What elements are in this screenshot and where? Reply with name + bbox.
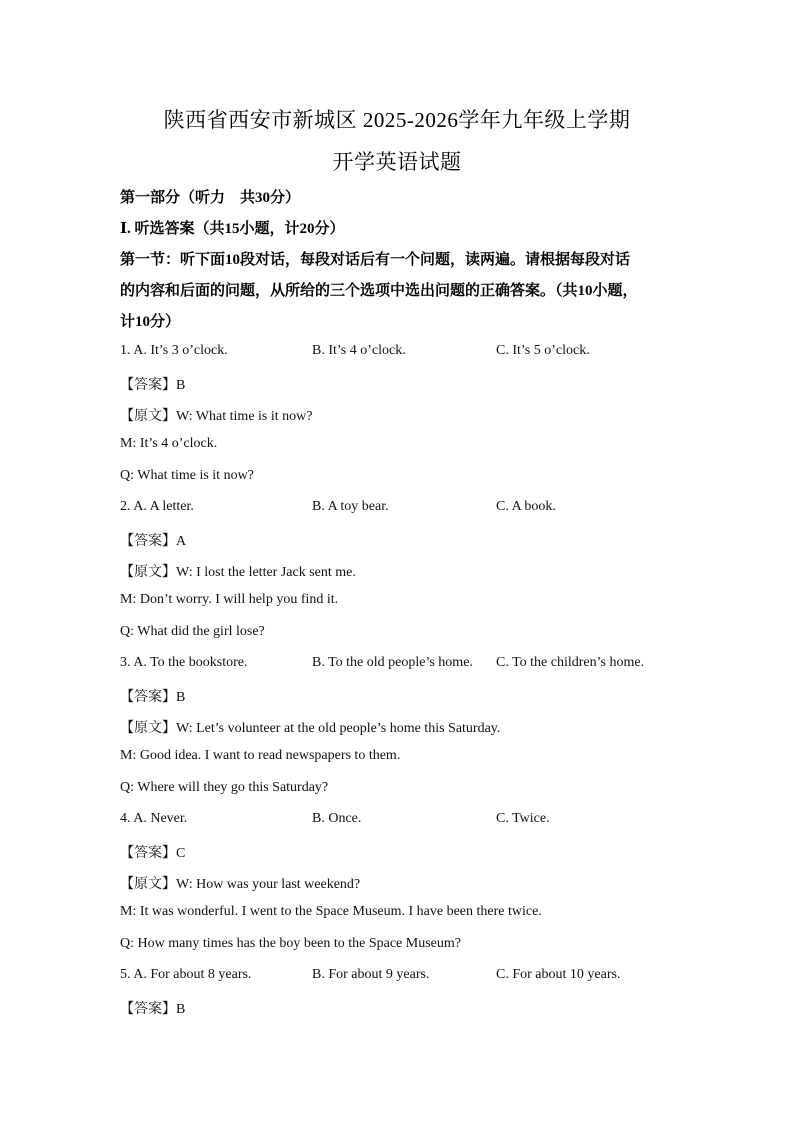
- document-title-line-2: 开学英语试题: [332, 150, 462, 174]
- option-a: 2. A. A letter.: [120, 499, 194, 514]
- option-b: B. To the old people’s home.: [312, 655, 473, 670]
- transcript-line: M: It was wonderful. I went to the Space Museum. I have been there twice.: [120, 904, 542, 919]
- option-b: B. A toy bear.: [312, 499, 389, 514]
- option-a: 1. A. It’s 3 o’clock.: [120, 343, 228, 358]
- answer-line: 【答案】A: [120, 534, 187, 549]
- transcript-line: M: Don’t worry. I will help you find it.: [120, 592, 339, 607]
- option-c: C. For about 10 years.: [496, 967, 621, 982]
- option-c: C. To the children’s home.: [496, 655, 645, 670]
- answer-line: 【答案】B: [120, 1002, 186, 1017]
- transcript-line: Q: What time is it now?: [120, 468, 254, 483]
- instruction-line-3: 计10分）: [120, 314, 181, 330]
- transcript-line: M: It’s 4 o’clock.: [120, 436, 218, 451]
- instruction-line-1: 第一节：听下面10段对话，每段对话后有一个问题，读两遍。请根据每段对话: [120, 252, 631, 268]
- instruction-line-2: 的内容和后面的问题，从所给的三个选项中选出问题的正确答案。（共10小题，: [120, 283, 638, 299]
- option-a: 5. A. For about 8 years.: [120, 967, 252, 982]
- option-c: C. A book.: [496, 499, 556, 514]
- transcript-line: 【原文】W: What time is it now?: [120, 409, 313, 424]
- option-a: 4. A. Never.: [120, 811, 188, 826]
- transcript-line: Q: What did the girl lose?: [120, 624, 265, 639]
- answer-line: 【答案】B: [120, 690, 186, 705]
- transcript-line: 【原文】W: I lost the letter Jack sent me.: [120, 565, 356, 580]
- option-c: C. It’s 5 o’clock.: [496, 343, 590, 358]
- section-heading: Ⅰ. 听选答案（共15小题，计20分）: [120, 221, 345, 237]
- transcript-line: Q: Where will they go this Saturday?: [120, 780, 329, 795]
- transcript-line: M: Good idea. I want to read newspapers to them.: [120, 748, 401, 763]
- option-c: C. Twice.: [496, 811, 550, 826]
- option-a: 3. A. To the bookstore.: [120, 655, 248, 670]
- document-title-line-1: 陕西省西安市新城区 2025-2026学年九年级上学期: [163, 108, 631, 132]
- option-b: B. For about 9 years.: [312, 967, 430, 982]
- transcript-line: 【原文】W: How was your last weekend?: [120, 877, 361, 892]
- option-b: B. It’s 4 o’clock.: [312, 343, 406, 358]
- answer-line: 【答案】C: [120, 846, 186, 861]
- answer-line: 【答案】B: [120, 378, 186, 393]
- transcript-line: 【原文】W: Let’s volunteer at the old people’s home this Saturday.: [120, 721, 501, 736]
- part-heading: 第一部分（听力 共30分）: [120, 190, 301, 206]
- transcript-line: Q: How many times has the boy been to the Space Museum?: [120, 936, 461, 951]
- option-b: B. Once.: [312, 811, 362, 826]
